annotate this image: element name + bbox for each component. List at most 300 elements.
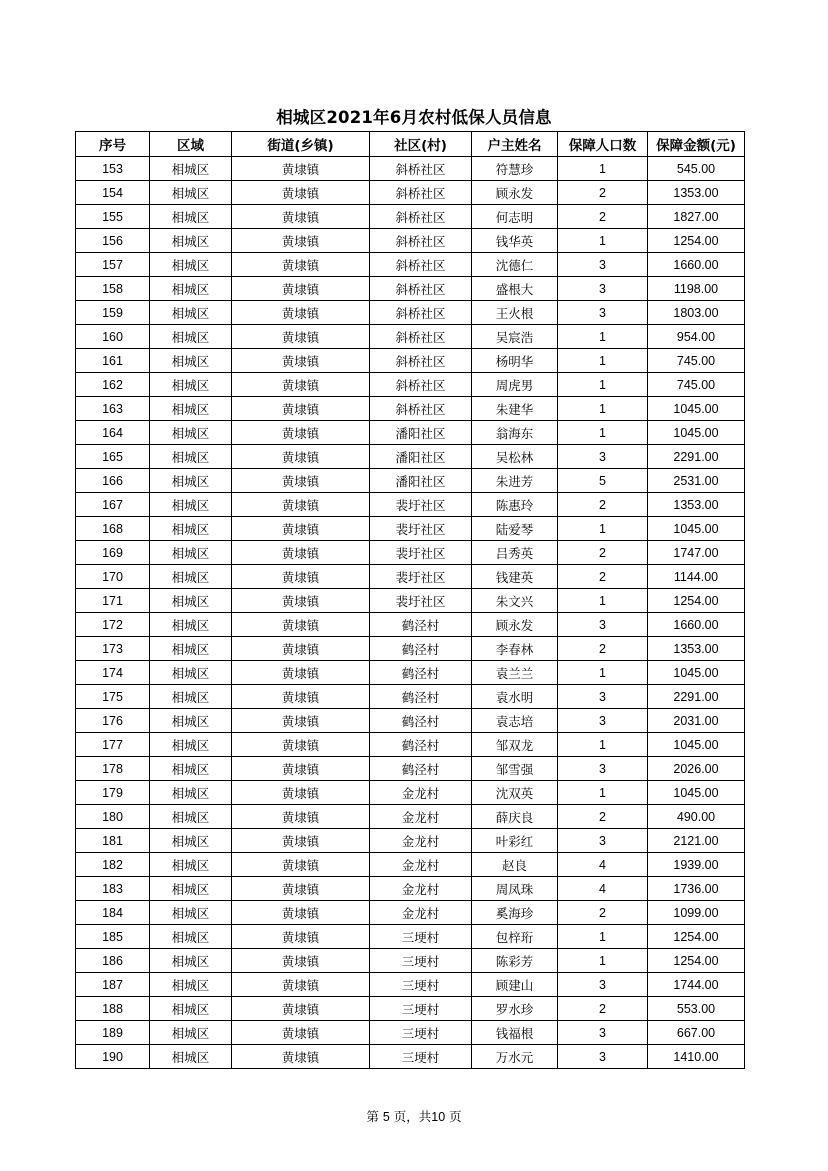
- cell-index: 161: [76, 349, 150, 373]
- cell-district: 相城区: [150, 445, 232, 469]
- table-row: [76, 277, 745, 301]
- cell-index: 158: [76, 277, 150, 301]
- cell-community: 三埂村: [370, 997, 472, 1021]
- cell-community: 裴圩社区: [370, 493, 472, 517]
- cell-street: 黄埭镇: [232, 205, 370, 229]
- cell-amount: 1045.00: [648, 661, 745, 685]
- cell-householder: 朱文兴: [472, 589, 558, 613]
- cell-amount: 1939.00: [648, 853, 745, 877]
- cell-street: 黄埭镇: [232, 853, 370, 877]
- cell-people-count: 3: [558, 301, 648, 325]
- table-row: [76, 301, 745, 325]
- cell-community: 斜桥社区: [370, 373, 472, 397]
- cell-district: 相城区: [150, 517, 232, 541]
- cell-index: 171: [76, 589, 150, 613]
- cell-community: 斜桥社区: [370, 397, 472, 421]
- cell-district: 相城区: [150, 901, 232, 925]
- cell-index: 170: [76, 565, 150, 589]
- cell-community: 潘阳社区: [370, 469, 472, 493]
- cell-amount: 1254.00: [648, 229, 745, 253]
- cell-householder: 顾永发: [472, 613, 558, 637]
- cell-index: 154: [76, 181, 150, 205]
- cell-people-count: 2: [558, 637, 648, 661]
- cell-district: 相城区: [150, 781, 232, 805]
- cell-householder: 沈德仁: [472, 253, 558, 277]
- cell-community: 斜桥社区: [370, 229, 472, 253]
- cell-people-count: 2: [558, 181, 648, 205]
- cell-householder: 钱福根: [472, 1021, 558, 1045]
- cell-people-count: 2: [558, 493, 648, 517]
- table-header-row: [76, 132, 745, 157]
- cell-amount: 1045.00: [648, 421, 745, 445]
- cell-district: 相城区: [150, 205, 232, 229]
- table-row: [76, 397, 745, 421]
- cell-amount: 667.00: [648, 1021, 745, 1045]
- cell-community: 斜桥社区: [370, 157, 472, 181]
- cell-people-count: 1: [558, 925, 648, 949]
- table-row: [76, 973, 745, 997]
- cell-index: 180: [76, 805, 150, 829]
- cell-amount: 2291.00: [648, 445, 745, 469]
- cell-householder: 薛庆良: [472, 805, 558, 829]
- cell-amount: 954.00: [648, 325, 745, 349]
- cell-people-count: 1: [558, 325, 648, 349]
- cell-community: 斜桥社区: [370, 301, 472, 325]
- cell-amount: 545.00: [648, 157, 745, 181]
- cell-district: 相城区: [150, 949, 232, 973]
- cell-community: 裴圩社区: [370, 565, 472, 589]
- cell-index: 183: [76, 877, 150, 901]
- cell-householder: 袁志培: [472, 709, 558, 733]
- cell-amount: 1660.00: [648, 253, 745, 277]
- cell-district: 相城区: [150, 541, 232, 565]
- cell-index: 157: [76, 253, 150, 277]
- cell-index: 159: [76, 301, 150, 325]
- cell-amount: 553.00: [648, 997, 745, 1021]
- cell-district: 相城区: [150, 925, 232, 949]
- table-row: [76, 517, 745, 541]
- cell-people-count: 2: [558, 565, 648, 589]
- table-row: [76, 1045, 745, 1069]
- cell-street: 黄埭镇: [232, 757, 370, 781]
- cell-amount: 2291.00: [648, 685, 745, 709]
- cell-householder: 邹雪强: [472, 757, 558, 781]
- cell-community: 潘阳社区: [370, 445, 472, 469]
- cell-index: 187: [76, 973, 150, 997]
- cell-index: 177: [76, 733, 150, 757]
- cell-people-count: 1: [558, 517, 648, 541]
- cell-people-count: 3: [558, 1021, 648, 1045]
- cell-district: 相城区: [150, 421, 232, 445]
- cell-people-count: 3: [558, 253, 648, 277]
- cell-district: 相城区: [150, 181, 232, 205]
- header-amount: 保障金额(元): [648, 132, 745, 157]
- cell-amount: 1744.00: [648, 973, 745, 997]
- cell-community: 斜桥社区: [370, 181, 472, 205]
- cell-district: 相城区: [150, 325, 232, 349]
- table-row: [76, 709, 745, 733]
- cell-householder: 包梓珩: [472, 925, 558, 949]
- cell-community: 鹤泾村: [370, 637, 472, 661]
- cell-street: 黄埭镇: [232, 445, 370, 469]
- cell-amount: 2531.00: [648, 469, 745, 493]
- cell-district: 相城区: [150, 157, 232, 181]
- cell-householder: 叶彩红: [472, 829, 558, 853]
- table-row: [76, 445, 745, 469]
- cell-district: 相城区: [150, 853, 232, 877]
- table-row: [76, 493, 745, 517]
- cell-community: 斜桥社区: [370, 253, 472, 277]
- table-row: [76, 853, 745, 877]
- cell-street: 黄埭镇: [232, 157, 370, 181]
- cell-street: 黄埭镇: [232, 373, 370, 397]
- table-row: [76, 901, 745, 925]
- cell-householder: 盛根大: [472, 277, 558, 301]
- cell-index: 160: [76, 325, 150, 349]
- table-row: [76, 781, 745, 805]
- cell-amount: 1660.00: [648, 613, 745, 637]
- cell-householder: 李春林: [472, 637, 558, 661]
- cell-street: 黄埭镇: [232, 709, 370, 733]
- cell-index: 184: [76, 901, 150, 925]
- cell-community: 斜桥社区: [370, 325, 472, 349]
- cell-householder: 袁水明: [472, 685, 558, 709]
- cell-amount: 1045.00: [648, 517, 745, 541]
- cell-index: 174: [76, 661, 150, 685]
- cell-householder: 吕秀英: [472, 541, 558, 565]
- cell-amount: 1353.00: [648, 637, 745, 661]
- header-index: 序号: [76, 132, 150, 157]
- table-row: [76, 949, 745, 973]
- table-body: [76, 157, 745, 1069]
- cell-people-count: 1: [558, 229, 648, 253]
- cell-district: 相城区: [150, 973, 232, 997]
- cell-index: 181: [76, 829, 150, 853]
- cell-people-count: 3: [558, 613, 648, 637]
- cell-amount: 2121.00: [648, 829, 745, 853]
- table-row: [76, 805, 745, 829]
- cell-people-count: 3: [558, 829, 648, 853]
- cell-people-count: 3: [558, 709, 648, 733]
- cell-amount: 1198.00: [648, 277, 745, 301]
- cell-district: 相城区: [150, 805, 232, 829]
- cell-street: 黄埭镇: [232, 349, 370, 373]
- cell-people-count: 1: [558, 781, 648, 805]
- cell-street: 黄埭镇: [232, 397, 370, 421]
- cell-district: 相城区: [150, 685, 232, 709]
- cell-householder: 翁海东: [472, 421, 558, 445]
- cell-people-count: 2: [558, 901, 648, 925]
- cell-index: 172: [76, 613, 150, 637]
- cell-district: 相城区: [150, 589, 232, 613]
- cell-community: 金龙村: [370, 805, 472, 829]
- cell-index: 155: [76, 205, 150, 229]
- cell-community: 金龙村: [370, 853, 472, 877]
- cell-street: 黄埭镇: [232, 421, 370, 445]
- cell-street: 黄埭镇: [232, 661, 370, 685]
- cell-street: 黄埭镇: [232, 325, 370, 349]
- cell-community: 三埂村: [370, 1045, 472, 1069]
- cell-amount: 745.00: [648, 349, 745, 373]
- cell-street: 黄埭镇: [232, 613, 370, 637]
- cell-index: 173: [76, 637, 150, 661]
- cell-householder: 奚海珍: [472, 901, 558, 925]
- cell-people-count: 2: [558, 205, 648, 229]
- cell-index: 176: [76, 709, 150, 733]
- cell-householder: 袁兰兰: [472, 661, 558, 685]
- cell-householder: 顾建山: [472, 973, 558, 997]
- cell-street: 黄埭镇: [232, 685, 370, 709]
- table-row: [76, 877, 745, 901]
- cell-index: 168: [76, 517, 150, 541]
- cell-community: 裴圩社区: [370, 517, 472, 541]
- cell-people-count: 1: [558, 949, 648, 973]
- cell-index: 162: [76, 373, 150, 397]
- cell-community: 三埂村: [370, 1021, 472, 1045]
- table-row: [76, 421, 745, 445]
- cell-amount: 1254.00: [648, 949, 745, 973]
- cell-street: 黄埭镇: [232, 517, 370, 541]
- cell-householder: 陆爱琴: [472, 517, 558, 541]
- cell-people-count: 2: [558, 541, 648, 565]
- cell-index: 189: [76, 1021, 150, 1045]
- cell-people-count: 1: [558, 397, 648, 421]
- cell-district: 相城区: [150, 757, 232, 781]
- cell-district: 相城区: [150, 229, 232, 253]
- cell-community: 裴圩社区: [370, 589, 472, 613]
- cell-community: 鹤泾村: [370, 661, 472, 685]
- cell-people-count: 4: [558, 853, 648, 877]
- table-row: [76, 373, 745, 397]
- cell-street: 黄埭镇: [232, 949, 370, 973]
- table-row: [76, 997, 745, 1021]
- table-row: [76, 733, 745, 757]
- table-row: [76, 469, 745, 493]
- cell-street: 黄埭镇: [232, 997, 370, 1021]
- cell-index: 166: [76, 469, 150, 493]
- cell-community: 鹤泾村: [370, 733, 472, 757]
- table-row: [76, 181, 745, 205]
- cell-householder: 沈双英: [472, 781, 558, 805]
- table-row: [76, 589, 745, 613]
- cell-street: 黄埭镇: [232, 229, 370, 253]
- cell-amount: 1747.00: [648, 541, 745, 565]
- cell-people-count: 1: [558, 349, 648, 373]
- cell-householder: 何志明: [472, 205, 558, 229]
- cell-district: 相城区: [150, 565, 232, 589]
- header-community: 社区(村): [370, 132, 472, 157]
- cell-index: 169: [76, 541, 150, 565]
- cell-amount: 1353.00: [648, 493, 745, 517]
- cell-index: 163: [76, 397, 150, 421]
- cell-index: 186: [76, 949, 150, 973]
- cell-amount: 1410.00: [648, 1045, 745, 1069]
- cell-householder: 钱建英: [472, 565, 558, 589]
- cell-householder: 朱建华: [472, 397, 558, 421]
- cell-people-count: 2: [558, 805, 648, 829]
- cell-district: 相城区: [150, 1021, 232, 1045]
- cell-street: 黄埭镇: [232, 781, 370, 805]
- cell-householder: 邹双龙: [472, 733, 558, 757]
- cell-people-count: 2: [558, 997, 648, 1021]
- cell-street: 黄埭镇: [232, 589, 370, 613]
- cell-index: 188: [76, 997, 150, 1021]
- cell-householder: 周虎男: [472, 373, 558, 397]
- cell-householder: 钱华英: [472, 229, 558, 253]
- cell-street: 黄埭镇: [232, 805, 370, 829]
- cell-index: 178: [76, 757, 150, 781]
- welfare-table: [75, 131, 745, 1069]
- table-row: [76, 229, 745, 253]
- cell-street: 黄埭镇: [232, 829, 370, 853]
- table-row: [76, 325, 745, 349]
- cell-community: 金龙村: [370, 877, 472, 901]
- table-row: [76, 829, 745, 853]
- cell-people-count: 1: [558, 661, 648, 685]
- cell-householder: 陈彩芳: [472, 949, 558, 973]
- cell-amount: 1353.00: [648, 181, 745, 205]
- cell-people-count: 3: [558, 445, 648, 469]
- cell-district: 相城区: [150, 637, 232, 661]
- cell-district: 相城区: [150, 397, 232, 421]
- cell-householder: 赵良: [472, 853, 558, 877]
- cell-people-count: 3: [558, 757, 648, 781]
- cell-street: 黄埭镇: [232, 733, 370, 757]
- footer-total-pages: 10: [431, 1110, 446, 1124]
- cell-people-count: 3: [558, 685, 648, 709]
- cell-community: 潘阳社区: [370, 421, 472, 445]
- cell-community: 金龙村: [370, 829, 472, 853]
- footer-page-number: 5: [382, 1110, 390, 1124]
- header-householder: 户主姓名: [472, 132, 558, 157]
- cell-district: 相城区: [150, 613, 232, 637]
- cell-community: 斜桥社区: [370, 349, 472, 373]
- cell-index: 156: [76, 229, 150, 253]
- header-district: 区域: [150, 132, 232, 157]
- cell-householder: 顾永发: [472, 181, 558, 205]
- table-row: [76, 661, 745, 685]
- cell-index: 165: [76, 445, 150, 469]
- cell-index: 190: [76, 1045, 150, 1069]
- cell-people-count: 3: [558, 973, 648, 997]
- table-row: [76, 349, 745, 373]
- cell-people-count: 1: [558, 373, 648, 397]
- table-row: [76, 613, 745, 637]
- cell-amount: 1803.00: [648, 301, 745, 325]
- cell-people-count: 1: [558, 421, 648, 445]
- document-title: 相城区2021年6月农村低保人员信息: [276, 108, 552, 127]
- cell-people-count: 5: [558, 469, 648, 493]
- table-row: [76, 541, 745, 565]
- table-row: [76, 565, 745, 589]
- cell-district: 相城区: [150, 373, 232, 397]
- table-row: [76, 157, 745, 181]
- cell-street: 黄埭镇: [232, 637, 370, 661]
- cell-householder: 朱进芳: [472, 469, 558, 493]
- footer-prefix: 第: [366, 1109, 383, 1124]
- cell-amount: 1045.00: [648, 397, 745, 421]
- cell-community: 三埂村: [370, 973, 472, 997]
- cell-community: 金龙村: [370, 781, 472, 805]
- cell-people-count: 3: [558, 277, 648, 301]
- cell-amount: 1736.00: [648, 877, 745, 901]
- cell-district: 相城区: [150, 709, 232, 733]
- header-people-count: 保障人口数: [558, 132, 648, 157]
- cell-people-count: 4: [558, 877, 648, 901]
- cell-amount: 1099.00: [648, 901, 745, 925]
- cell-amount: 2031.00: [648, 709, 745, 733]
- cell-householder: 陈惠玲: [472, 493, 558, 517]
- cell-amount: 1144.00: [648, 565, 745, 589]
- cell-amount: 1254.00: [648, 925, 745, 949]
- cell-amount: 1045.00: [648, 781, 745, 805]
- cell-community: 鹤泾村: [370, 613, 472, 637]
- table-row: [76, 253, 745, 277]
- cell-householder: 杨明华: [472, 349, 558, 373]
- cell-index: 164: [76, 421, 150, 445]
- table-row: [76, 1021, 745, 1045]
- cell-district: 相城区: [150, 661, 232, 685]
- table-row: [76, 205, 745, 229]
- cell-index: 185: [76, 925, 150, 949]
- cell-district: 相城区: [150, 469, 232, 493]
- cell-index: 167: [76, 493, 150, 517]
- cell-people-count: 3: [558, 1045, 648, 1069]
- cell-people-count: 1: [558, 589, 648, 613]
- table-row: [76, 757, 745, 781]
- cell-householder: 王火根: [472, 301, 558, 325]
- cell-householder: 周凤珠: [472, 877, 558, 901]
- cell-district: 相城区: [150, 733, 232, 757]
- cell-district: 相城区: [150, 877, 232, 901]
- cell-district: 相城区: [150, 997, 232, 1021]
- cell-people-count: 1: [558, 733, 648, 757]
- cell-district: 相城区: [150, 349, 232, 373]
- cell-street: 黄埭镇: [232, 253, 370, 277]
- cell-district: 相城区: [150, 493, 232, 517]
- cell-index: 175: [76, 685, 150, 709]
- header-street: 街道(乡镇): [232, 132, 370, 157]
- cell-district: 相城区: [150, 277, 232, 301]
- cell-householder: 吴宸浩: [472, 325, 558, 349]
- cell-amount: 1045.00: [648, 733, 745, 757]
- cell-householder: 罗水珍: [472, 997, 558, 1021]
- cell-community: 鹤泾村: [370, 685, 472, 709]
- cell-street: 黄埭镇: [232, 973, 370, 997]
- footer-middle: 页，共: [389, 1109, 432, 1124]
- cell-street: 黄埭镇: [232, 925, 370, 949]
- cell-community: 金龙村: [370, 901, 472, 925]
- cell-street: 黄埭镇: [232, 301, 370, 325]
- cell-index: 182: [76, 853, 150, 877]
- cell-community: 鹤泾村: [370, 709, 472, 733]
- cell-householder: 吴松林: [472, 445, 558, 469]
- cell-householder: 符慧珍: [472, 157, 558, 181]
- cell-street: 黄埭镇: [232, 1045, 370, 1069]
- cell-street: 黄埭镇: [232, 877, 370, 901]
- cell-street: 黄埭镇: [232, 181, 370, 205]
- cell-index: 179: [76, 781, 150, 805]
- cell-amount: 490.00: [648, 805, 745, 829]
- cell-street: 黄埭镇: [232, 469, 370, 493]
- cell-amount: 745.00: [648, 373, 745, 397]
- cell-index: 153: [76, 157, 150, 181]
- cell-amount: 1254.00: [648, 589, 745, 613]
- table-row: [76, 637, 745, 661]
- table-row: [76, 685, 745, 709]
- cell-community: 三埂村: [370, 949, 472, 973]
- cell-street: 黄埭镇: [232, 565, 370, 589]
